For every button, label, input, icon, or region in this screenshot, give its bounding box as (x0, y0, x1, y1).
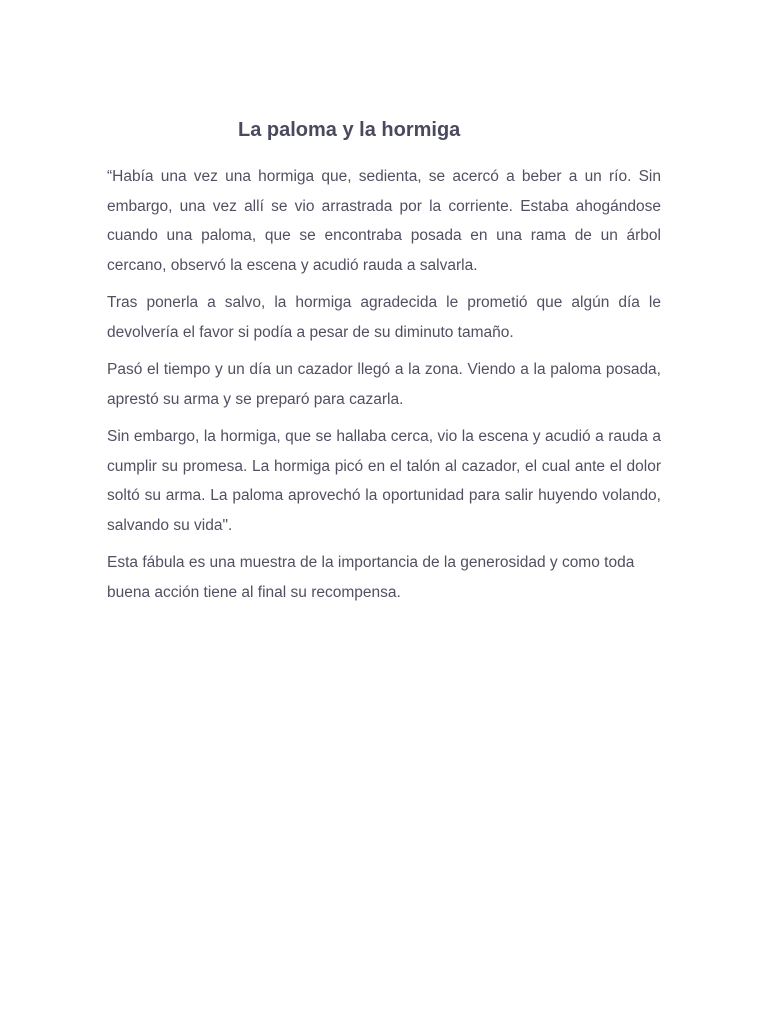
paragraph-3: Pasó el tiempo y un día un cazador llegó a la zona. Viendo a la paloma posada, aprestó su arma y se preparó para cazarla. (107, 361, 661, 408)
paragraph-5: Esta fábula es una muestra de la importancia de la generosidad y como toda buena acción tiene al final su recompensa. (107, 554, 635, 601)
document-body (107, 162, 661, 615)
paragraph-2: Tras ponerla a salvo, la hormiga agradecida le prometió que algún día le devolvería el favor si podía a pesar de su diminuto tamaño. (107, 294, 661, 341)
paragraph-4: Sin embargo, la hormiga, que se hallaba cerca, vio la escena y acudió a rauda a cumplir su promesa. La hormiga picó en el talón al cazador, el cual ante el dolor soltó su arma. La paloma aprovechó la oportunidad para salir huyendo volando, salvando su vida". (107, 428, 661, 534)
document-title: La paloma y la hormiga (238, 119, 461, 141)
paragraph-1: “Había una vez una hormiga que, sedienta, se acercó a beber a un río. Sin embargo, una vez allí se vio arrastrada por la corriente. Estaba ahogándose cuando una paloma, que se encontraba posada en una rama de un árbol cercano, observó la escena y acudió rauda a salvarla. (107, 168, 661, 274)
